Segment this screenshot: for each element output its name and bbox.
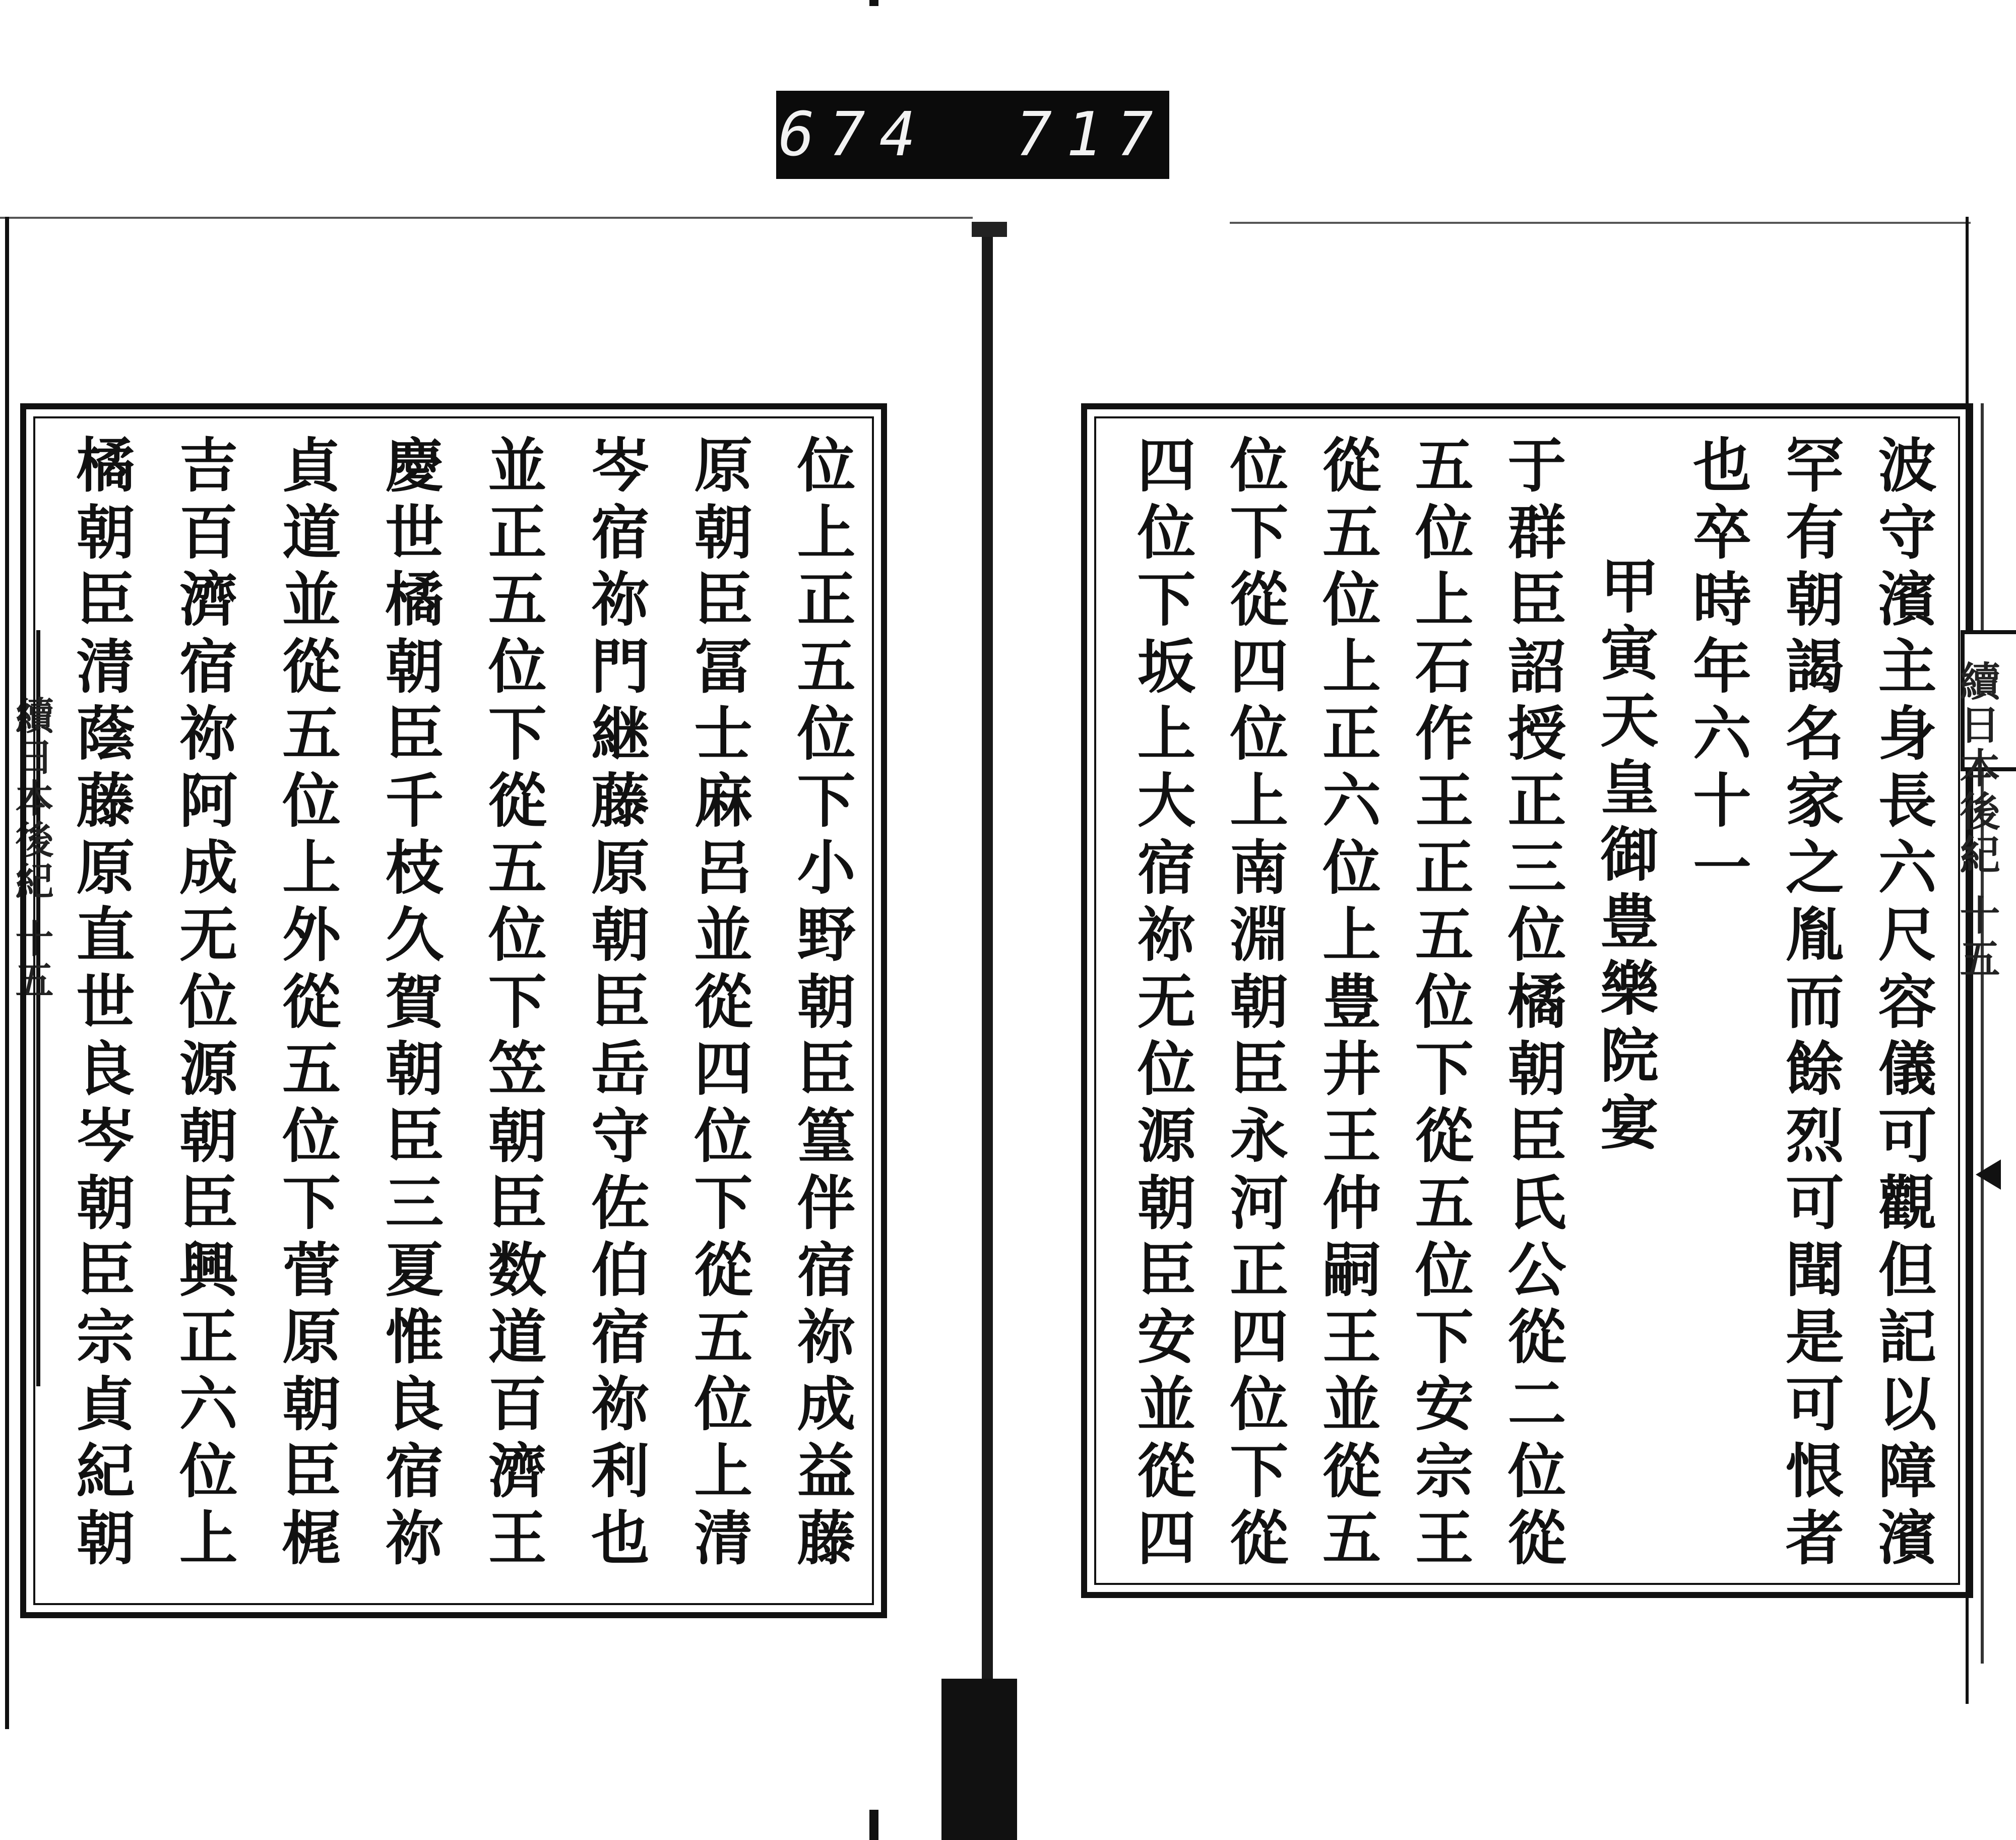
right-column-1: 波守濱主身長六尺容儀可觀但記以障濱 bbox=[1868, 435, 1937, 1574]
fish-tail-mark-icon bbox=[1976, 1159, 2001, 1190]
right-column-5: 于群臣詔授正三位橘朝臣氏公從二位從 bbox=[1498, 435, 1566, 1574]
binding-clip-top bbox=[869, 0, 878, 6]
right-page-columns bbox=[1127, 435, 1937, 1577]
left-column-1: 位上正五位下小野朝臣篁伴宿祢成益藤 bbox=[787, 435, 856, 1574]
right-column-2: 罕有朝謁名家之胤而餘烈可聞是可恨者 bbox=[1776, 435, 1845, 1574]
left-spine-title: 續日本後紀 十五 bbox=[9, 696, 54, 1002]
left-column-5: 慶世橘朝臣千枝久賀朝臣三夏惟良宿祢 bbox=[375, 435, 444, 1574]
catalog-number-label bbox=[776, 91, 1169, 179]
gutter-line bbox=[982, 237, 993, 1699]
left-column-2: 原朝臣冨士麻呂並從四位下從五位上清 bbox=[684, 435, 753, 1574]
binding-clip-bottom bbox=[869, 1810, 878, 1840]
catalog-left-number: 674 bbox=[778, 100, 930, 170]
page-edge-top-right bbox=[1230, 222, 1971, 224]
page-edge-top-left bbox=[0, 217, 973, 219]
gutter-bottom bbox=[941, 1679, 1017, 1840]
left-column-7: 吉百濟宿祢阿成无位源朝臣興正六位上 bbox=[169, 435, 238, 1574]
page-edge-right-outer bbox=[1981, 403, 1984, 1664]
left-column-3: 岑宿祢門継藤原朝臣岳守佐伯宿祢利也 bbox=[581, 435, 650, 1574]
left-page-text-block bbox=[20, 403, 887, 1618]
right-spine-title: 續日本後紀 十五 bbox=[1953, 660, 2000, 981]
left-column-4: 並正五位下從五位下笠朝臣数道百濟王 bbox=[478, 435, 547, 1574]
left-column-6: 貞道並從五位上外從五位下菅原朝臣梶 bbox=[272, 435, 341, 1574]
gutter-top bbox=[972, 222, 1007, 237]
right-column-9: 四位下坂上大宿祢无位源朝臣安並從四 bbox=[1127, 435, 1196, 1574]
right-column-4: 甲寅天皇御豊樂院宴 bbox=[1590, 556, 1659, 1159]
right-page-text-block bbox=[1081, 403, 1973, 1598]
left-page-columns bbox=[67, 435, 856, 1597]
left-column-8: 橘朝臣清蔭藤原直世良岑朝臣宗貞紀朝 bbox=[67, 435, 135, 1574]
right-column-7: 從五位上正六位上豊井王仲嗣王並從五 bbox=[1312, 435, 1381, 1574]
right-column-8: 位下從四位上南淵朝臣永河正四位下從 bbox=[1220, 435, 1289, 1574]
catalog-right-number: 717 bbox=[1016, 100, 1167, 170]
right-column-3: 也卒時年六十一 bbox=[1683, 435, 1752, 904]
right-column-6: 五位上石作王正五位下從五位下安宗王 bbox=[1405, 435, 1474, 1574]
